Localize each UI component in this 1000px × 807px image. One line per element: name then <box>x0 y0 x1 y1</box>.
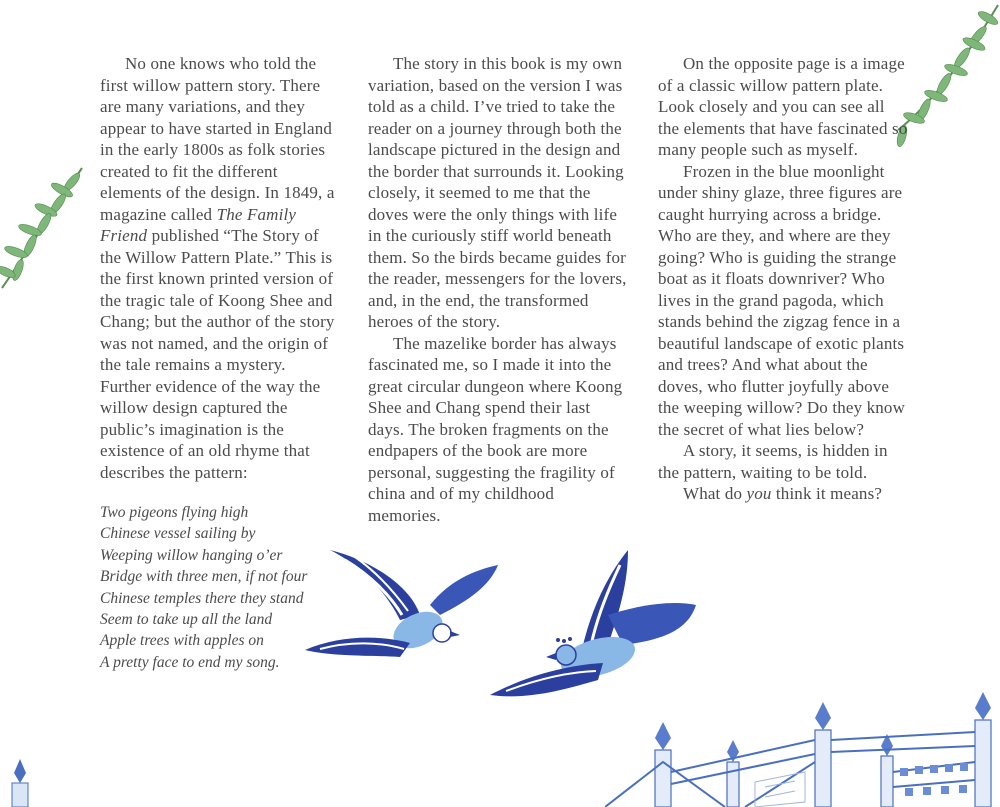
emphasis: you <box>746 484 772 503</box>
poem-line: Seem to take up all the land <box>100 611 273 629</box>
text-column-1 <box>100 53 340 483</box>
rhyme-poem <box>100 502 330 673</box>
poem-line: A pretty face to end my song. <box>100 653 280 671</box>
paragraph-text: No one knows who told the first willow pattern story. There are many variations, and they appear to have started in England in the early 1800s as folk stories created to fit the different elements of the design. In 1849, a magazine called <box>100 54 335 224</box>
willow-branch-left-icon <box>0 160 90 300</box>
paragraph: On the opposite page is a image of a classic willow pattern plate. Look closely and you can see all the elements that have fascinated so many people such as myself. <box>658 54 908 159</box>
paragraph <box>100 53 340 483</box>
dove-right-icon <box>488 545 698 715</box>
bridge-fence-icon <box>605 692 1000 807</box>
paragraph-text: What do <box>683 484 747 503</box>
poem-line: Chinese temples there they stand <box>100 589 304 607</box>
poem-line: Weeping willow hanging o’er <box>100 546 283 564</box>
paragraph <box>658 483 910 505</box>
poem-line: Apple trees with apples on <box>100 632 264 650</box>
paragraph: The story in this book is my own variation, based on the version I was told as a child. I’ve tried to take the reader on a journey through both the landscape pictured in the design and the border that surrounds it. Looking closely, it seemed to me that the doves were the only things with life in the curiously stiff world beneath them. So the birds became guides for the reader, messengers for the lovers, and, in the end, the transformed heroes of the story. <box>368 54 627 331</box>
text-column-3 <box>658 53 910 505</box>
magazine-title: The Family Friend <box>100 204 297 245</box>
paragraph: Frozen in the blue moonlight under shiny glaze, three figures are caught hurrying across a bridge. Who are they, and where are they going? Who is guiding the strange boat as it floats downriver? Who lives in the grand pagoda, which stands behind the zigzag fence in a beautiful landscape of exotic plants and trees? And what about the doves, who flutter joyfully above the weeping willow? Do they know the secret of what lies below? <box>658 161 905 439</box>
dove-left-icon <box>300 545 500 685</box>
fence-post-left-icon <box>0 757 40 807</box>
paragraph: A story, it seems, is hidden in the pattern, waiting to be told. <box>658 441 888 482</box>
paragraph: The mazelike border has always fascinated me, so I made it into the great circular dungeon where Koong Shee and Chang spend their last days. The broken fragments on the endpapers of the book are more personal, suggesting the fragility of china and of my childhood memories. <box>368 333 623 525</box>
poem-line: Two pigeons flying high <box>100 504 249 521</box>
text-column-2 <box>368 53 630 526</box>
paragraph-text: think it means? <box>771 484 883 503</box>
poem-line: Bridge with three men, if not four <box>100 568 308 586</box>
paragraph-text: published “The Story of the Willow Pattern Plate.” This is the first known printed version of the tragic tale of Koong Shee and Chang; but the author of the story was not named, and the origin of the tale remains a mystery. Further evidence of the way the willow design captured the public’s imagination is the existence of an old rhyme that describes the pattern: <box>100 226 335 482</box>
poem-line: Chinese vessel sailing by <box>100 525 256 543</box>
